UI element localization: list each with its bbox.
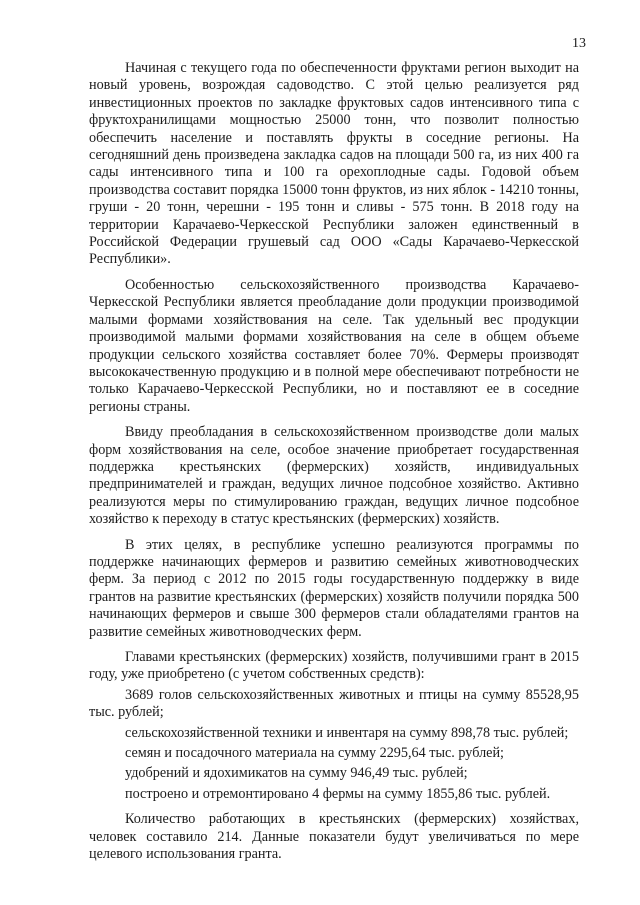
paragraph-grant-purchases-intro: Главами крестьянских (фермерских) хозяйств, получившими грант в 2015 году, уже приобретено (с учетом собственных средств): <box>89 649 579 683</box>
list-item-farms-built: построено и отремонтировано 4 фермы на сумму 1855,86 тыс. рублей. <box>125 785 551 802</box>
list-item-machinery: сельскохозяйственной техники и инвентаря на сумму 898,78 тыс. рублей; <box>125 724 569 741</box>
paragraph-small-farms: Особенностью сельскохозяйственного производства Карачаево-Черкесской Республики является преобладание доли продукции производимой малыми формами хозяйствования на селе. Так удельный вес продукции производимой малыми формами хозяйствования на селе в общем объеме продукции сельского хозяйства составляет более 70%. Фермеры производят высококачественную продукцию и в полной мере обеспечивают потребности не только Карачаево-Черкесской Республики, но и поставляют ее в соседние регионы страны. <box>89 276 579 415</box>
list-item-seeds: семян и посадочного материала на сумму 2295,64 тыс. рублей; <box>125 745 504 762</box>
paragraph-grant-programs: В этих целях, в республике успешно реализуются программы по поддержке начинающих фермеров и развитию семейных животноводческих ферм. За период с 2012 по 2015 годы государственную поддержку в виде грантов на развитие крестьянских (фермерских) хозяйств получили порядка 500 начинающих фермеров и свыше 300 фермеров стали обладателями грантов на развитие семейных животноводческих ферм. <box>89 536 579 640</box>
paragraph-employment: Количество работающих в крестьянских (фермерских) хозяйствах, человек составило 214. Данные показатели будут увеличиваться по мере целевого использования гранта. <box>89 811 579 863</box>
list-item-fertilizers: удобрений и ядохимикатов на сумму 946,49 тыс. рублей; <box>125 765 468 782</box>
list-item-livestock: 3689 голов сельскохозяйственных животных и птицы на сумму 85528,95 тыс. рублей; <box>89 686 579 721</box>
page-number: 13 <box>572 36 586 51</box>
paragraph-orchards: Начиная с текущего года по обеспеченности фруктами регион выходит на новый уровень, возрождая садоводство. С этой целью реализуется ряд инвестиционных проектов по закладке фруктовых садов интенсивного типа с фруктохранилищами мощностью 25000 тонн, что позволит полностью обеспечить население и поставлять фрукты в соседние регионы. На сегодняшний день произведена закладка садов на площади 500 га, из них 400 га сады интенсивного типа и 100 га орехоплодные сады. Годовой объем производства составит порядка 15000 тонн фруктов, из них яблок - 14210 тонны, груши - 20 тонн, черешни - 195 тонн и сливы - 575 тонн. В 2018 году на территории Карачаево-Черкесской Республики заложен единственный в Российской Федерации грушевый сад ООО «Сады Карачаево-Черкесской Республики». <box>89 60 580 268</box>
document-body <box>89 60 579 863</box>
paragraph-state-support: Ввиду преобладания в сельскохозяйственном производстве доли малых форм хозяйствования на селе, особое значение приобретает государственная поддержка крестьянских (фермерских) хозяйств, индивидуальных предпринимателей и граждан, ведущих личное подсобное хозяйство. Активно реализуются меры по стимулированию граждан, ведущих личное подсобное хозяйство к переходу в статус крестьянских (фермерских) хозяйств. <box>89 424 579 528</box>
